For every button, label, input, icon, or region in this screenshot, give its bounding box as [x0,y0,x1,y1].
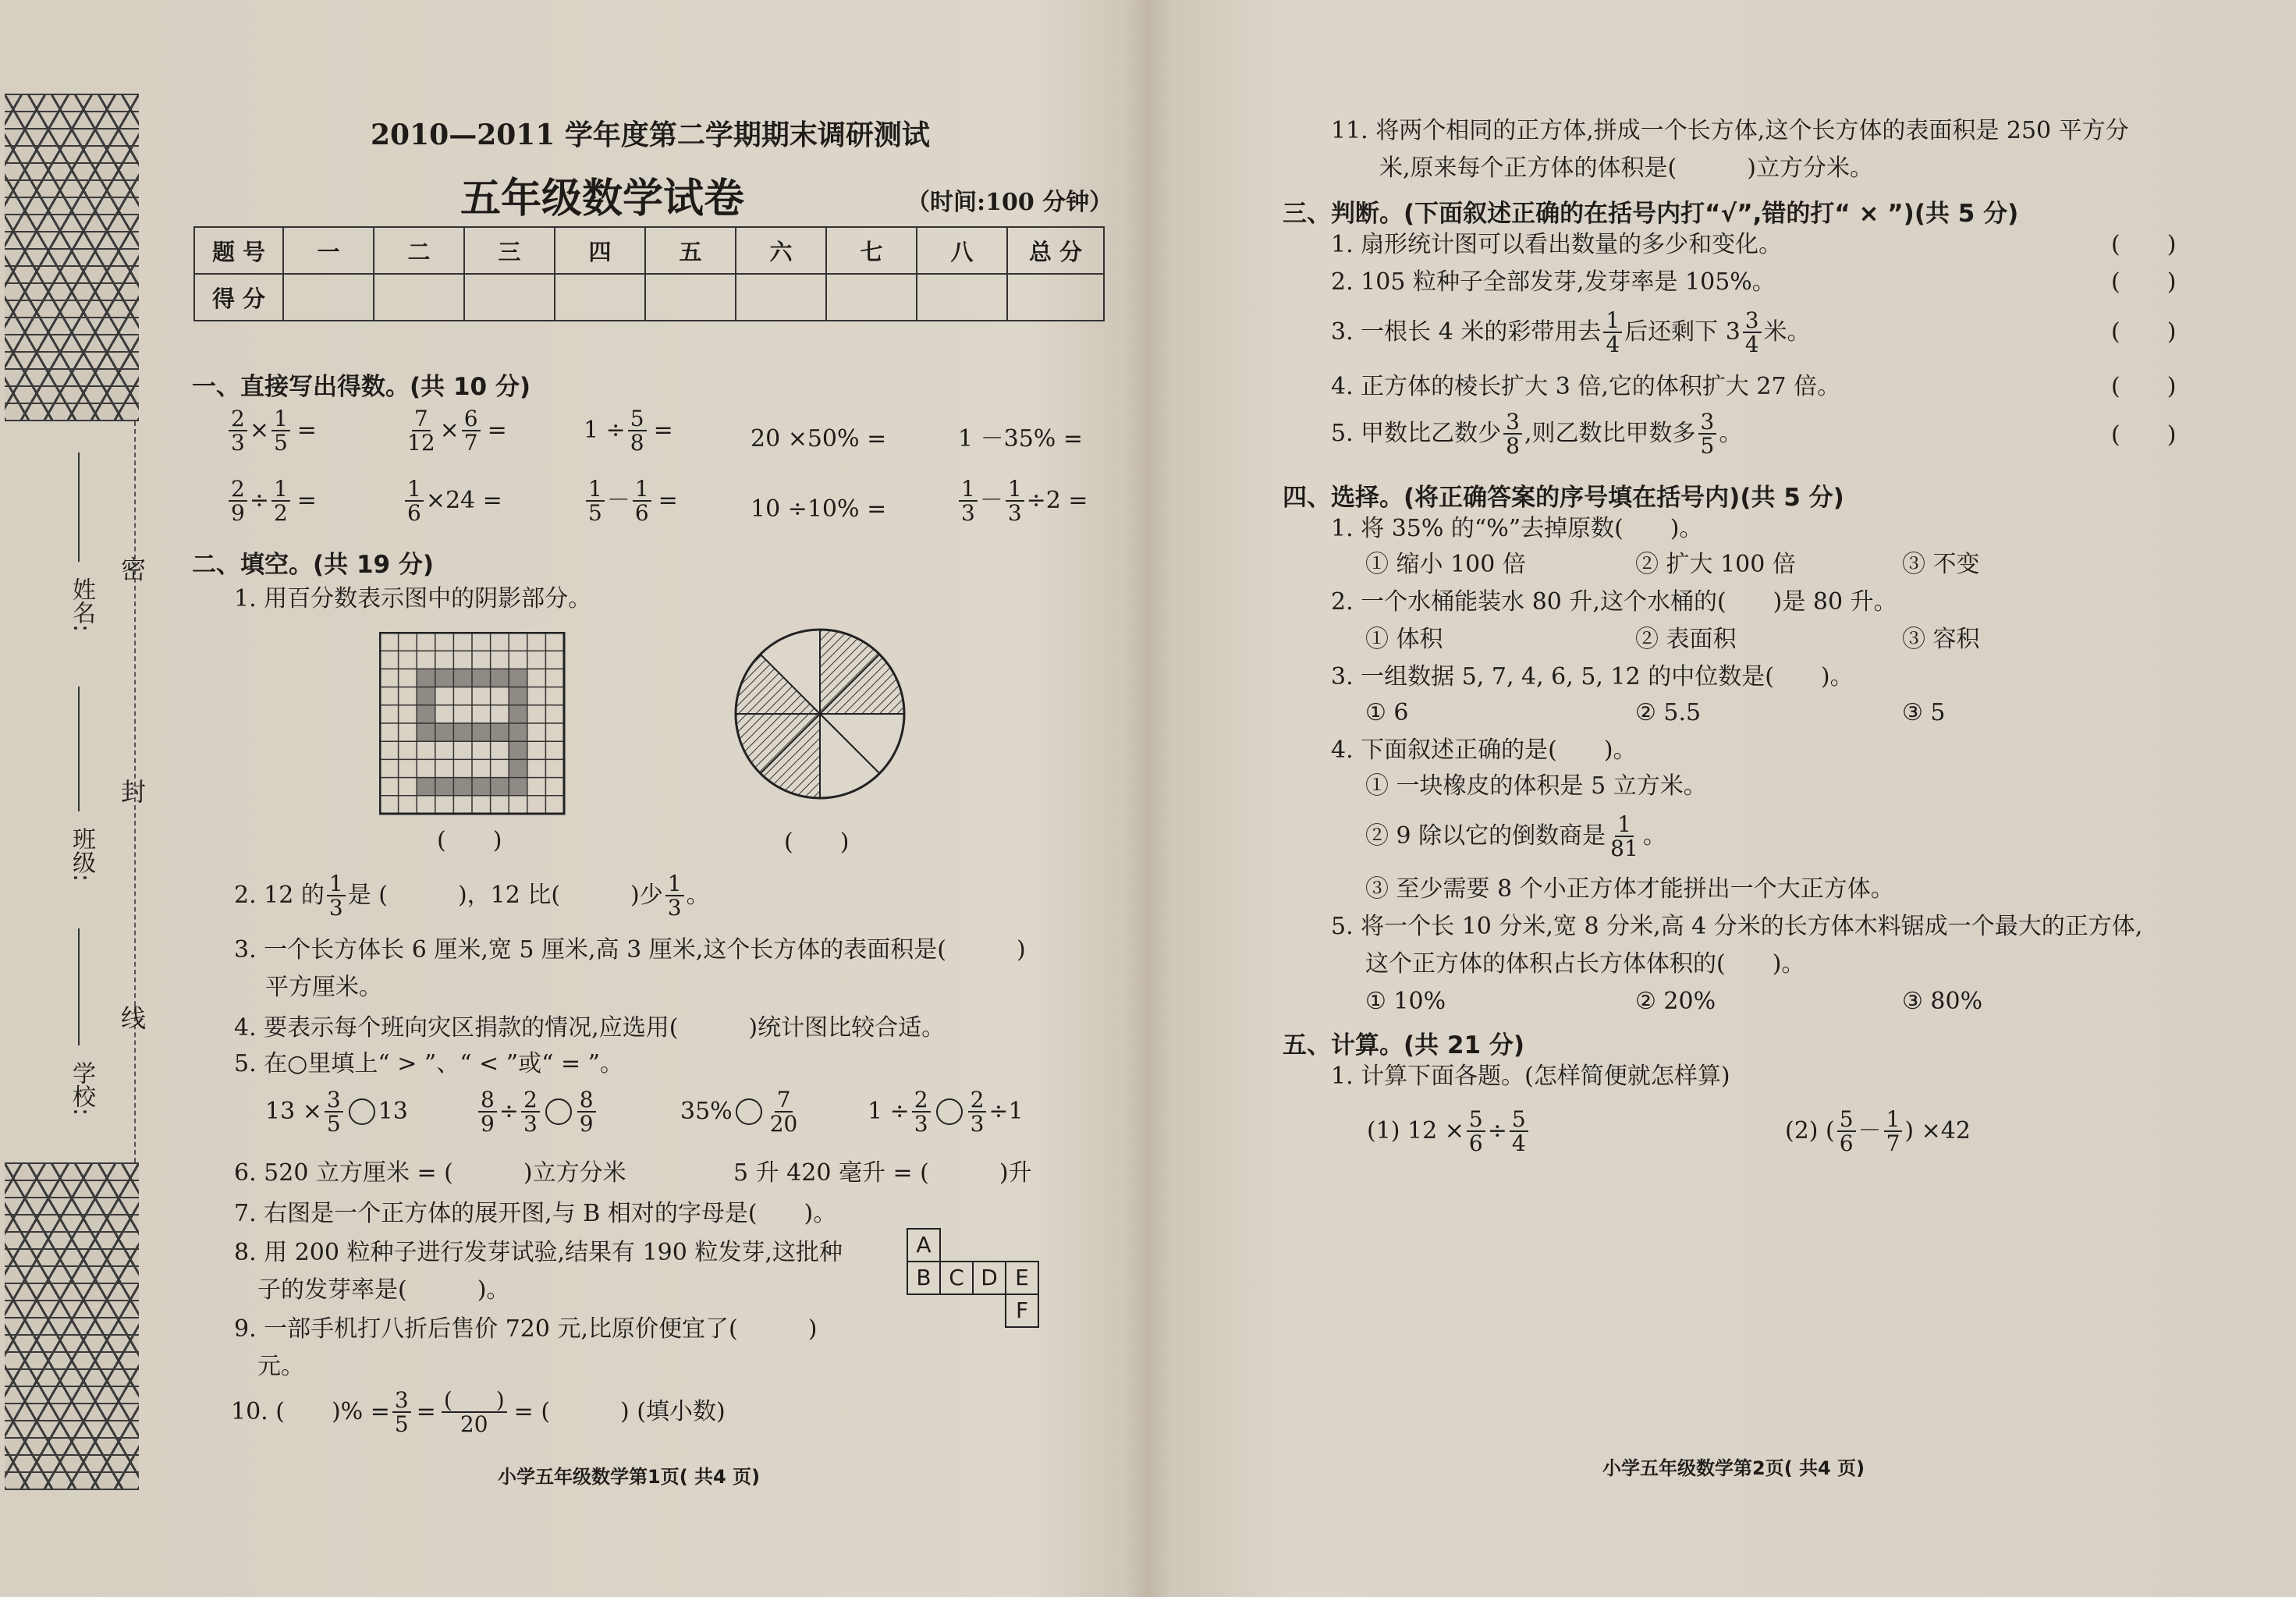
choice-1-opt-3[interactable]: ③ 不变 [1902,551,1980,578]
choice-4: 4. 下面叙述正确的是( )。 [1331,736,1637,764]
binding-name-line [78,452,80,562]
score-cell[interactable] [374,274,464,321]
net-cell-f: F [1005,1294,1039,1328]
choice-5-opt-3[interactable]: ③ 80% [1902,988,1983,1015]
section5-title: 五、计算。(共 21 分) [1283,1031,1525,1059]
calc-1-4: 20 ×50% = [751,425,887,452]
calc-problem-2: (2) ( $\frac{5}{6}$ － $\frac{1}{7}$ ) ×42 [1785,1106,1971,1157]
calc-1-5: 1 －35% = [958,425,1083,452]
exam-time: （时间:100 分钟） [907,189,1113,216]
judge-5-answer[interactable]: ( ) [2111,421,2177,449]
grid-shaded-cell [509,741,527,759]
compare-1: 13 × $\frac{3}{5}$ 13 [265,1087,408,1137]
calc-1-3: 1 ÷ $\frac{5}{8}$ = [584,406,673,456]
grid-shaded-cell [491,669,509,687]
choice-3-opt-2[interactable]: ② 5.5 [1635,699,1702,726]
judge-3: 3. 一根长 4 米的彩带用去 $\frac{1}{4}$ 后还剩下 3 $\frac{3}{4}$ 米。 [1331,307,1811,358]
calc-2-3: $\frac{1}{5}$ － $\frac{1}{6}$ = [584,477,678,525]
compare-circle[interactable] [736,1098,762,1125]
choice-2-opt-2[interactable]: ② 表面积 [1635,626,1737,653]
grid-shaded-cell [509,687,527,705]
judge-5: 5. 甲数比乙数少 $\frac{3}{8}$ ,则乙数比甲数多 $\frac{3}{5}$ 。 [1331,409,1743,460]
score-table [193,226,1105,321]
fill-q9-a: 9. 一部手机打八折后售价 720 元,比原价便宜了( ) [234,1315,818,1343]
choice-4-opt-2[interactable]: ② 9 除以它的倒数商是 $\frac{1}{81}$ 。 [1365,811,1666,862]
calc-2-2: $\frac{1}{6}$ ×24 = [403,477,502,525]
binding-mi: 密 [121,555,147,584]
grid-shaded-cell [453,723,472,741]
score-cell[interactable] [555,274,645,321]
exam-year-title: 2010—2011 学年度第二学期期末调研测试 [371,119,930,151]
fill-q3-b: 平方厘米。 [265,974,382,1001]
grid-shaded-cell [435,669,454,687]
binding-school-label: 学校: [68,1061,95,1116]
section2-title: 二、填空。(共 19 分) [192,551,435,579]
footer-right: 小学五年级数学第2页( 共4 页) [1602,1457,1865,1479]
score-cell[interactable] [917,274,1007,321]
score-header-cell: 八 [917,227,1007,274]
choice-1-opt-1[interactable]: ① 缩小 100 倍 [1365,551,1526,578]
grid-shaded-cell [417,723,435,741]
calc-1-1: $\frac{2}{3}$ × $\frac{1}{5}$ = [226,407,317,455]
choice-5-opt-2[interactable]: ② 20% [1635,988,1716,1015]
net-cell-d: D [972,1261,1006,1295]
net-cell-a: A [907,1228,941,1262]
fill-q10: 10. ( )% = $\frac{3}{5}$ = $\frac{( )}{20}$ = ( ) (填小数) [231,1387,726,1438]
binding-feng: 封 [121,777,147,807]
judge-1-answer[interactable]: ( ) [2111,231,2177,258]
binding-school-line [78,928,80,1045]
fill-q2: 2. 12 的 $\frac{1}{3}$ 是 ( )，12 比( )少 $\frac{1}{3}$ 。 [234,871,710,921]
score-header-cell: 一 [283,227,374,274]
choice-2-opt-1[interactable]: ① 体积 [1365,626,1443,653]
calc-2-1: $\frac{2}{9}$ ÷ $\frac{1}{2}$ = [226,477,317,525]
grid-shaded-cell [509,705,527,723]
grid-lines [380,633,564,814]
score-header-cell: 七 [826,227,917,274]
choice-5-b: 这个正方体的体积占长方体体积的( )。 [1365,950,1805,978]
calc-problem-1: (1) 12 × $\frac{5}{6}$ ÷ $\frac{5}{4}$ [1367,1108,1531,1155]
score-header-cell: 总 分 [1007,227,1104,274]
choice-4-opt-3[interactable]: ③ 至少需要 8 个小正方体才能拼出一个大正方体。 [1365,875,1894,903]
score-header-cell: 题 号 [194,227,283,274]
grid-shaded-cell [417,669,435,687]
judge-2-answer[interactable]: ( ) [2111,268,2177,296]
footer-left: 小学五年级数学第1页( 共4 页) [498,1466,761,1488]
choice-3-opt-3[interactable]: ③ 5 [1902,699,1946,726]
fill-q1: 1. 用百分数表示图中的阴影部分。 [234,585,592,612]
compare-2: $\frac{8}{9}$ ÷ $\frac{2}{3}$ $\frac{8}{9}$ [476,1088,598,1136]
choice-1: 1. 将 35% 的“%”去掉原数( )。 [1331,515,1703,542]
binding-pattern-bottom [5,1162,139,1490]
grid-shaded-cell [509,669,527,687]
score-row-label: 得 分 [194,274,283,321]
binding-class-line [78,687,80,811]
score-header-cell: 三 [464,227,555,274]
grid-shaded-cell [472,669,491,687]
fill-q8-a: 8. 用 200 粒种子进行发芽试验,结果有 190 粒发芽,这批种 [234,1239,843,1266]
fill-q6-b: 5 升 420 毫升 = ( )升 [733,1159,1032,1187]
judge-3-answer[interactable]: ( ) [2111,318,2177,346]
choice-4-opt-1[interactable]: ① 一块橡皮的体积是 5 立方米。 [1365,772,1707,800]
score-cell[interactable] [464,274,555,321]
score-header-cell: 二 [374,227,464,274]
calc-2-5: $\frac{1}{3}$ － $\frac{1}{3}$ ÷2 = [956,477,1088,525]
fill-q9-b: 元。 [257,1353,304,1380]
calc-2-4: 10 ÷10% = [751,495,887,523]
exam-main-title: 五年级数学试卷 [460,176,745,222]
choice-2-opt-3[interactable]: ③ 容积 [1902,626,1980,653]
choice-3: 3. 一组数据 5, 7, 4, 6, 5, 12 的中位数是( )。 [1331,663,1854,690]
judge-4-answer[interactable]: ( ) [2111,373,2177,400]
section3-title: 三、判断。(下面叙述正确的在括号内打“√”,错的打“ × ”)(共 5 分) [1283,200,2019,228]
choice-1-opt-2[interactable]: ② 扩大 100 倍 [1635,551,1796,578]
grid-shaded-cell [472,723,491,741]
score-cell[interactable] [645,274,736,321]
compare-4: 1 ÷ $\frac{2}{3}$ $\frac{2}{3}$ ÷1 [868,1087,1024,1137]
fill-q4: 4. 要表示每个班向灾区捐款的情况,应选用( )统计图比较合适。 [234,1014,946,1042]
score-cell[interactable] [283,274,374,321]
fill-q11-a: 11. 将两个相同的正方体,拼成一个长方体,这个长方体的表面积是 250 平方分 [1331,117,2129,144]
score-cell[interactable] [826,274,917,321]
grid-shaded-cell [417,687,435,705]
compare-3: 35% $\frac{7}{20}$ [680,1087,798,1137]
compare-circle[interactable] [545,1098,572,1125]
grid-shaded-cell [509,778,527,796]
fill-q6-a: 6. 520 立方厘米 = ( )立方分米 [234,1159,626,1187]
score-header-cell: 五 [645,227,736,274]
binding-class-label: 班级: [68,827,95,882]
judge-4: 4. 正方体的棱长扩大 3 倍,它的体积扩大 27 倍。 [1331,373,1841,400]
calc-1-2: $\frac{7}{12}$ × $\frac{6}{7}$ = [407,406,507,456]
grid-shaded-cell [491,723,509,741]
pie-figure [730,624,910,804]
grid-shaded-cell [435,778,454,796]
grid-shaded-cell [509,723,527,741]
grid-shaded-cell [491,778,509,796]
grid-figure [379,632,566,816]
section1-title: 一、直接写出得数。(共 10 分) [192,373,531,401]
fill-q1-blank-b[interactable]: ( ) [784,829,850,856]
fill-q1-blank-a[interactable]: ( ) [437,827,502,854]
binding-pattern-top [5,94,139,421]
net-cell-b: B [907,1261,941,1295]
fill-q3-a: 3. 一个长方体长 6 厘米,宽 5 厘米,高 3 厘米,这个长方体的表面积是( ) [234,936,1026,964]
compare-circle[interactable] [936,1098,963,1125]
fill-q5: 5. 在○里填上“ > ”、“ < ”或“ = ”。 [234,1050,623,1077]
net-cell-e: E [1005,1261,1039,1295]
score-header-cell: 六 [736,227,826,274]
judge-1: 1. 扇形统计图可以看出数量的多少和变化。 [1331,231,1783,258]
choice-3-opt-1[interactable]: ① 6 [1365,699,1409,726]
grid-shaded-cell [453,778,472,796]
score-header-cell: 四 [555,227,645,274]
score-cell[interactable] [1007,274,1104,321]
calc-instruction: 1. 计算下面各题。(怎样简便就怎样算) [1331,1063,1730,1090]
choice-2: 2. 一个水桶能装水 80 升,这个水桶的( )是 80 升。 [1331,588,1897,616]
grid-shaded-cell [472,778,491,796]
binding-xian: 线 [121,1003,147,1033]
grid-shaded-cell [509,759,527,777]
compare-circle[interactable] [349,1098,375,1125]
fill-q8-b: 子的发芽率是( )。 [257,1276,510,1304]
fill-q7: 7. 右图是一个正方体的展开图,与 B 相对的字母是( )。 [234,1200,837,1227]
score-cell[interactable] [736,274,826,321]
choice-5-a: 5. 将一个长 10 分米,宽 8 分米,高 4 分米的长方体木料锯成一个最大的正方体, [1331,913,2143,940]
net-cell-c: C [939,1261,974,1295]
grid-shaded-cell [417,778,435,796]
judge-2: 2. 105 粒种子全部发芽,发芽率是 105%。 [1331,268,1776,296]
grid-shaded-cell [453,669,472,687]
binding-name-label: 姓名: [68,577,95,633]
section4-title: 四、选择。(将正确答案的序号填在括号内)(共 5 分) [1283,484,1844,512]
grid-shaded-cell [435,723,454,741]
fill-q11-b: 米,原来每个正方体的体积是( )立方分米。 [1379,154,1873,182]
choice-5-opt-1[interactable]: ① 10% [1365,988,1446,1015]
grid-shaded-cell [417,705,435,723]
